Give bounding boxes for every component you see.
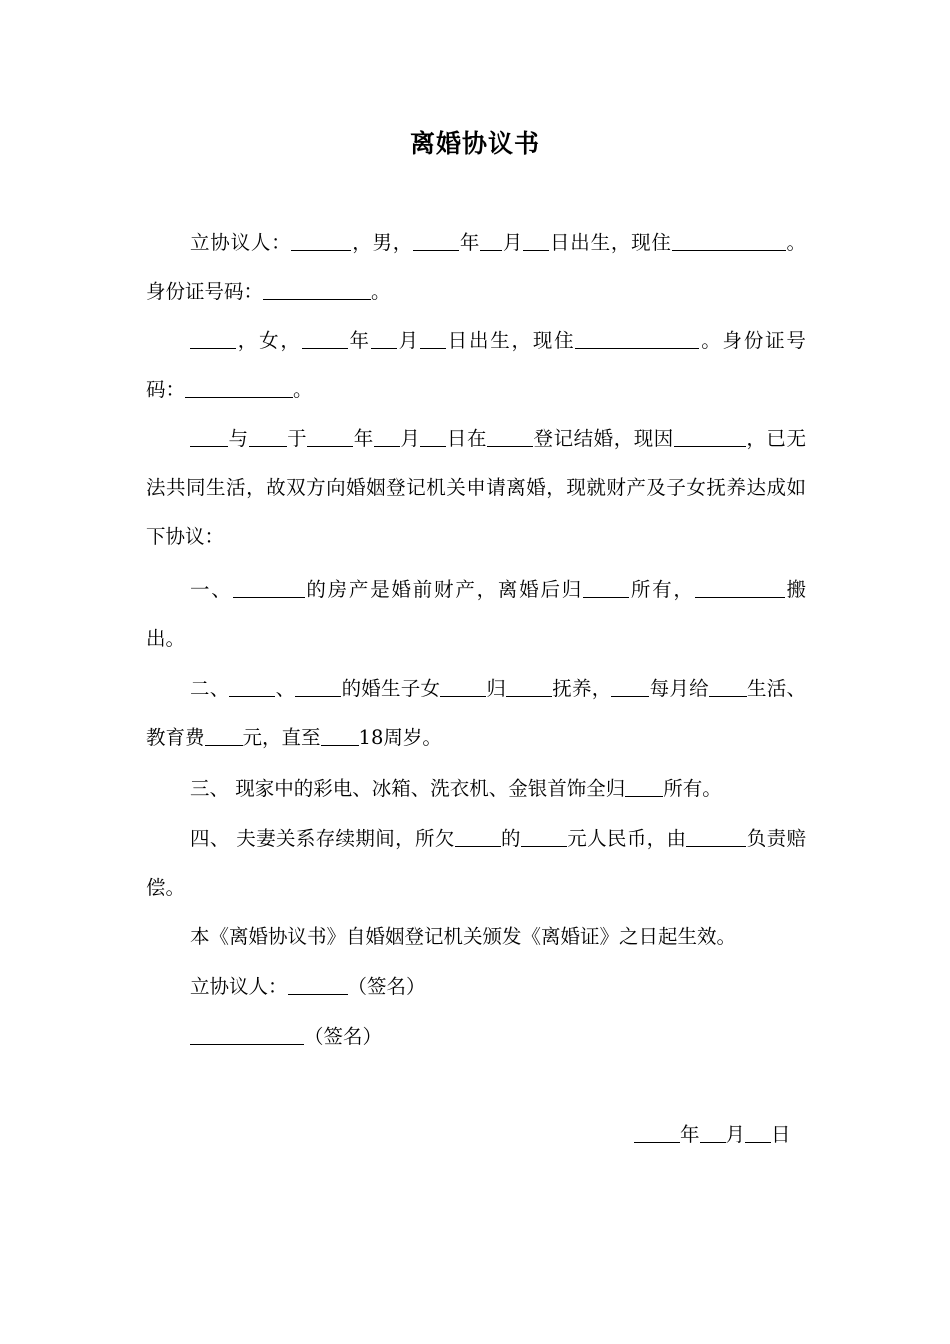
blank-field[interactable] (371, 329, 397, 350)
blank-field[interactable] (420, 427, 446, 448)
signature-blank[interactable] (288, 975, 348, 996)
blank-field[interactable] (190, 329, 236, 350)
blank-field[interactable] (440, 677, 486, 698)
blank-field[interactable] (506, 677, 552, 698)
clause-2: 二、 、 的婚生子女 归 抚养， 每月给 生活、教育费 元，直至 18周岁。 (146, 677, 806, 749)
signature-blank[interactable] (190, 1025, 304, 1046)
blank-field[interactable] (709, 677, 747, 698)
signature-line-2: （签名） (190, 1012, 382, 1061)
blank-field[interactable] (321, 726, 359, 747)
blank-field[interactable] (420, 329, 446, 350)
date-year-blank[interactable] (634, 1123, 680, 1144)
blank-field[interactable] (307, 427, 353, 448)
date-month-blank[interactable] (700, 1123, 726, 1144)
blank-field[interactable] (455, 827, 501, 848)
blank-field[interactable] (185, 378, 293, 399)
blank-field[interactable] (413, 231, 459, 252)
clause-4: 四、 夫妻关系存续期间，所欠 的 元人民币，由 负责赔偿。 (146, 827, 806, 899)
blank-field[interactable] (205, 726, 243, 747)
blank-field[interactable] (583, 578, 629, 599)
party-female-paragraph: ，女， 年 月 日出生，现住 。身份证号码： 。 (146, 329, 806, 401)
blank-field[interactable] (523, 231, 549, 252)
blank-field[interactable] (229, 677, 275, 698)
blank-field[interactable] (302, 329, 348, 350)
blank-field[interactable] (190, 427, 228, 448)
blank-field[interactable] (695, 578, 785, 599)
blank-field[interactable] (487, 427, 533, 448)
blank-field[interactable] (575, 329, 699, 350)
effective-clause: 本《离婚协议书》自婚姻登记机关颁发《离婚证》之日起生效。 (190, 925, 737, 948)
blank-field[interactable] (611, 677, 649, 698)
blank-field[interactable] (625, 777, 663, 798)
date-day-blank[interactable] (745, 1123, 771, 1144)
blank-field[interactable] (249, 427, 287, 448)
blank-field[interactable] (263, 280, 371, 301)
marriage-paragraph: 与 于 年 月 日在 登记结婚，现因 ，已无法共同生活，故双方向婚姻登记机关申请离婚，现就财产及子女抚养达成如下协议： (146, 427, 806, 548)
blank-field[interactable] (672, 231, 786, 252)
clause-3: 三、 现家中的彩电、冰箱、洗衣机、金银首饰全归 所有。 (190, 777, 722, 800)
party-male-paragraph: 立协议人： ，男， 年 月 日出生，现住 。身份证号码： 。 (146, 231, 806, 303)
blank-field[interactable] (686, 827, 746, 848)
blank-field[interactable] (295, 677, 341, 698)
blank-field[interactable] (521, 827, 567, 848)
blank-field[interactable] (480, 231, 502, 252)
blank-field[interactable] (291, 231, 351, 252)
signature-line-1: 立协议人： （签名） (190, 975, 426, 998)
document-title: 离婚协议书 (409, 129, 540, 158)
blank-field[interactable] (374, 427, 400, 448)
date-line: 年 月 日 (634, 1110, 791, 1159)
blank-field[interactable] (233, 578, 305, 599)
blank-field[interactable] (674, 427, 746, 448)
clause-1: 一、 的房产是婚前财产，离婚后归 所有， 搬出。 (146, 578, 806, 650)
